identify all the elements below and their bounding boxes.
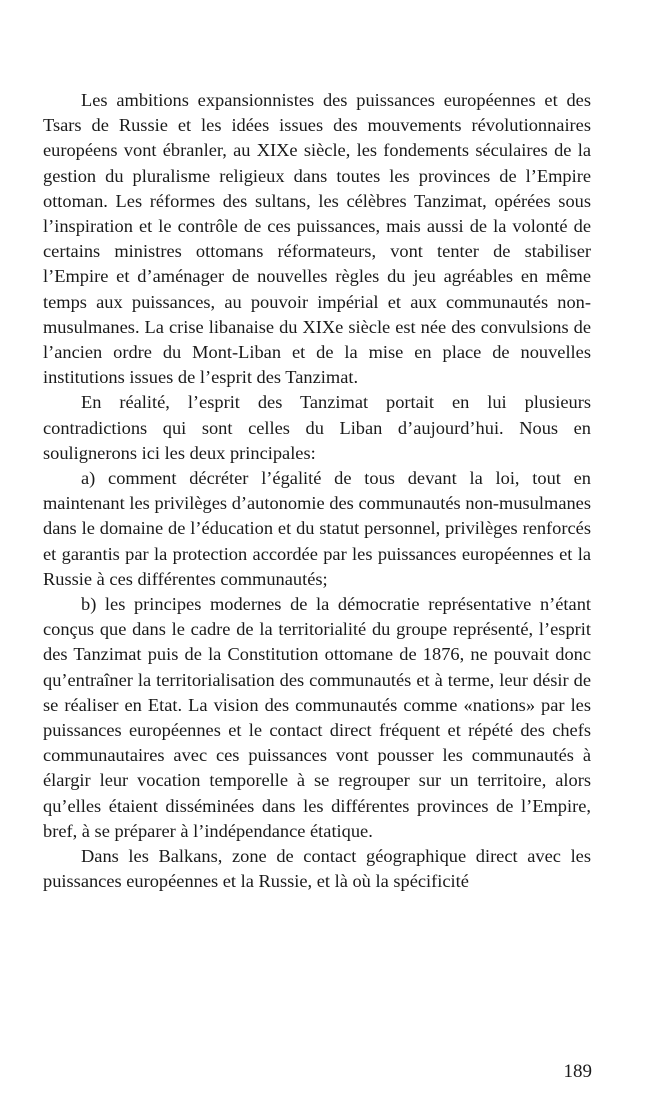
paragraph-2: En réalité, l’esprit des Tanzimat portait en lui plusieurs contradictions qui sont celles du Liban d’aujourd’hui. Nous en soulignerons ici les deux principales: (43, 392, 591, 463)
paragraph-1: Les ambitions expansionnistes des puissances européennes et des Tsars de Russie et les idées issues des mouvements révolutionnaires européens vont ébranler, au XIXe siècle, les fondements séculaires de la gestion du pluralisme religieux dans toutes les provinces de l’Empire ottoman. Les réformes des sultans, les célèbres Tanzimat, opérées sous l’inspiration et le contrôle de ces puissances, mais aussi de la volonté de certains ministres ottomans réformateurs, vont tenter de stabiliser l’Empire et d’aménager de nouvelles règles du jeu agréables en même temps aux puissances, au pouvoir impérial et aux communautés non-musulmanes. La crise libanaise du XIXe siècle est née des convulsions de l’ancien ordre du Mont-Liban et de la mise en place de nouvelles institutions issues de l’esprit des Tanzimat. (43, 90, 591, 388)
paragraph-3: a) comment décréter l’égalité de tous devant la loi, tout en maintenant les privilèges d’autonomie des communautés non-musulmanes dans le domaine de l’éducation et du statut personnel, privilèges renforcés et garantis par la protection accordée par les puissances européennes et la Russie à ces différentes communautés; (43, 468, 591, 589)
paragraph-5: Dans les Balkans, zone de contact géographique direct avec les puissances européennes et la Russie, et là où la spécificité (43, 846, 591, 892)
paragraph-4: b) les principes modernes de la démocratie représentative n’étant conçus que dans le cadre de la territorialité du groupe représenté, l’esprit des Tanzimat puis de la Constitution ottomane de 1876, ne pouvait donc qu’entraîner la territorialisation des communautés et à terme, leur désir de se réaliser en Etat. La vision des communautés comme «nations» par les puissances européennes et le contact direct fréquent et répété des chefs communautaires avec ces puissances vont pousser les communautés à élargir leur vocation temporelle à se regrouper sur un territoire, alors qu’elles étaient disséminées dans les différentes provinces de l’Empire, bref, à se préparer à l’indépendance étatique. (43, 594, 591, 841)
page-number: 189 (563, 1061, 592, 1082)
body-text (43, 88, 591, 895)
